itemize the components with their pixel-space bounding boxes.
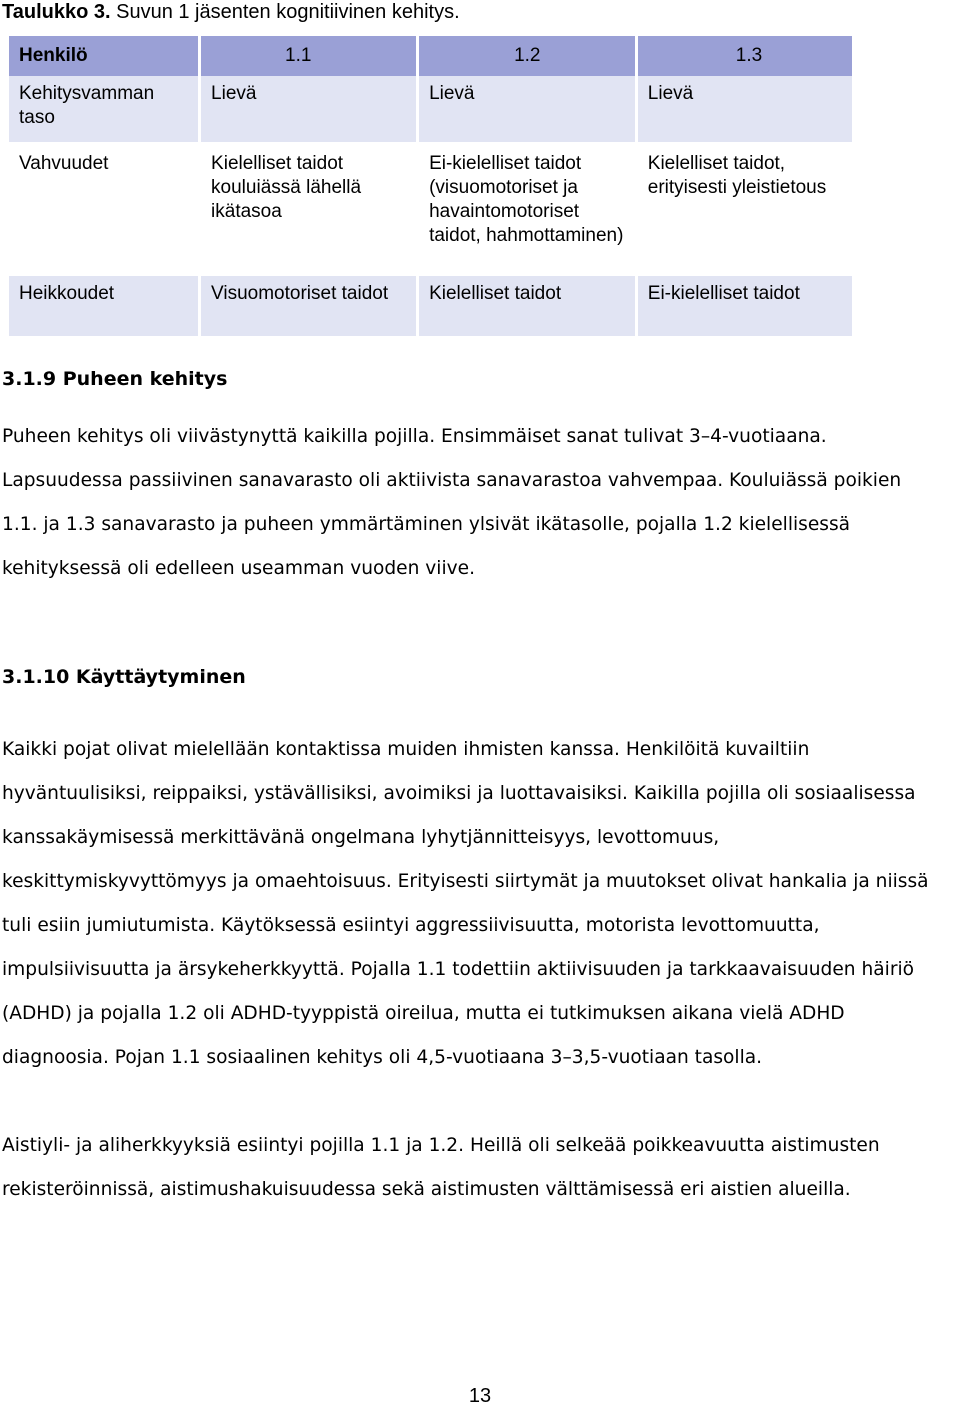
paragraph-line: (ADHD) ja pojalla 1.2 oli ADHD-tyyppistä oireilua, mutta ei tutkimuksen aikana vielä ADHD: [2, 1003, 845, 1024]
header-col-1-label: 1.1: [285, 45, 312, 66]
paragraph-line: Aistiyli- ja aliherkkyyksiä esiintyi pojilla 1.1 ja 1.2. Heillä oli selkeää poikkeavuutta aistimusten: [2, 1135, 880, 1156]
table-caption: [2, 0, 460, 24]
table-caption-text: Suvun 1 jäsenten kognitiivinen kehitys.: [110, 1, 460, 23]
table-cell: Ei-kielelliset taidot: [638, 276, 852, 336]
table-cell: Ei-kielelliset taidot (visuomotoriset ja havaintomotoriset taidot, hahmottaminen): [419, 142, 635, 276]
table-cell: Kielelliset taidot kouluiässä lähellä ikätasoa: [201, 142, 416, 276]
section-heading-speech: 3.1.9 Puheen kehitys: [2, 368, 228, 390]
row-label: Vahvuudet: [9, 142, 198, 276]
paragraph-line: 1.1. ja 1.3 sanavarasto ja puheen ymmärtäminen ylsivät ikätasolle, pojalla 1.2 kielellisessä: [2, 514, 851, 535]
table-row: [9, 142, 852, 276]
table-row: [9, 76, 852, 142]
table-caption-label: Taulukko 3.: [2, 1, 111, 23]
section-heading-behaviour: 3.1.10 Käyttäytyminen: [2, 666, 246, 688]
table-cell: Lievä: [419, 76, 635, 142]
table-header-row: [9, 36, 852, 76]
paragraph-line: impulsiivisuutta ja ärsykeherkkyyttä. Pojalla 1.1 todettiin aktiivisuuden ja tarkkaavaisuuden häiriö: [2, 959, 915, 980]
paragraph-line: Lapsuudessa passiivinen sanavarasto oli aktiivista sanavarastoa vahvempaa. Kouluiässä poikien: [2, 470, 902, 491]
header-col-1: [201, 36, 416, 76]
paragraph-line: kehityksessä oli edelleen useamman vuoden viive.: [2, 558, 475, 579]
header-col-2-label: 1.2: [514, 45, 541, 66]
page-number: 13: [468, 1385, 492, 1407]
paragraph-line: Kaikki pojat olivat mielellään kontaktissa muiden ihmisten kanssa. Henkilöitä kuvailtiin: [2, 739, 810, 760]
table-cell: Kielelliset taidot, erityisesti yleistietous: [638, 142, 852, 276]
paragraph-speech: [2, 415, 960, 591]
paragraph-behaviour: [2, 728, 960, 1080]
header-col-2: [419, 36, 635, 76]
row-label: Kehitysvamman taso: [9, 76, 198, 142]
paragraph-line: kanssakäymisessä merkittävänä ongelmana lyhytjännitteisyys, levottomuus,: [2, 827, 720, 848]
table-cell: Lievä: [638, 76, 852, 142]
header-col-3: [638, 36, 852, 76]
paragraph-sensory: [2, 1124, 960, 1212]
table-cell: Visuomotoriset taidot: [201, 276, 416, 336]
paragraph-line: hyväntuulisiksi, reippaiksi, ystävällisiksi, avoimiksi ja luottavaisiksi. Kaikilla pojilla oli sosiaalisessa: [2, 783, 916, 804]
paragraph-line: Puheen kehitys oli viivästynyttä kaikilla pojilla. Ensimmäiset sanat tulivat 3–4-vuotiaana.: [2, 426, 827, 447]
cognitive-development-table: [6, 36, 855, 336]
row-label: Heikkoudet: [9, 276, 198, 336]
paragraph-line: rekisteröinnissä, aistimushakuisuudessa sekä aistimusten välttämisessä eri aistien alueilla.: [2, 1179, 851, 1200]
table-cell: Lievä: [201, 76, 416, 142]
paragraph-line: tuli esiin jumiutumista. Käytöksessä esiintyi aggressiivisuutta, motorista levottomuutta,: [2, 915, 820, 936]
header-label: Henkilö: [9, 36, 198, 76]
header-col-3-label: 1.3: [735, 45, 763, 66]
table-row: [9, 276, 852, 336]
paragraph-line: keskittymiskyvyttömyys ja omaehtoisuus. Erityisesti siirtymät ja muutokset olivat hankalia ja niissä: [2, 871, 929, 892]
table-cell: Kielelliset taidot: [419, 276, 635, 336]
paragraph-line: diagnoosia. Pojan 1.1 sosiaalinen kehitys oli 4,5-vuotiaana 3–3,5-vuotiaan tasolla.: [2, 1047, 763, 1068]
